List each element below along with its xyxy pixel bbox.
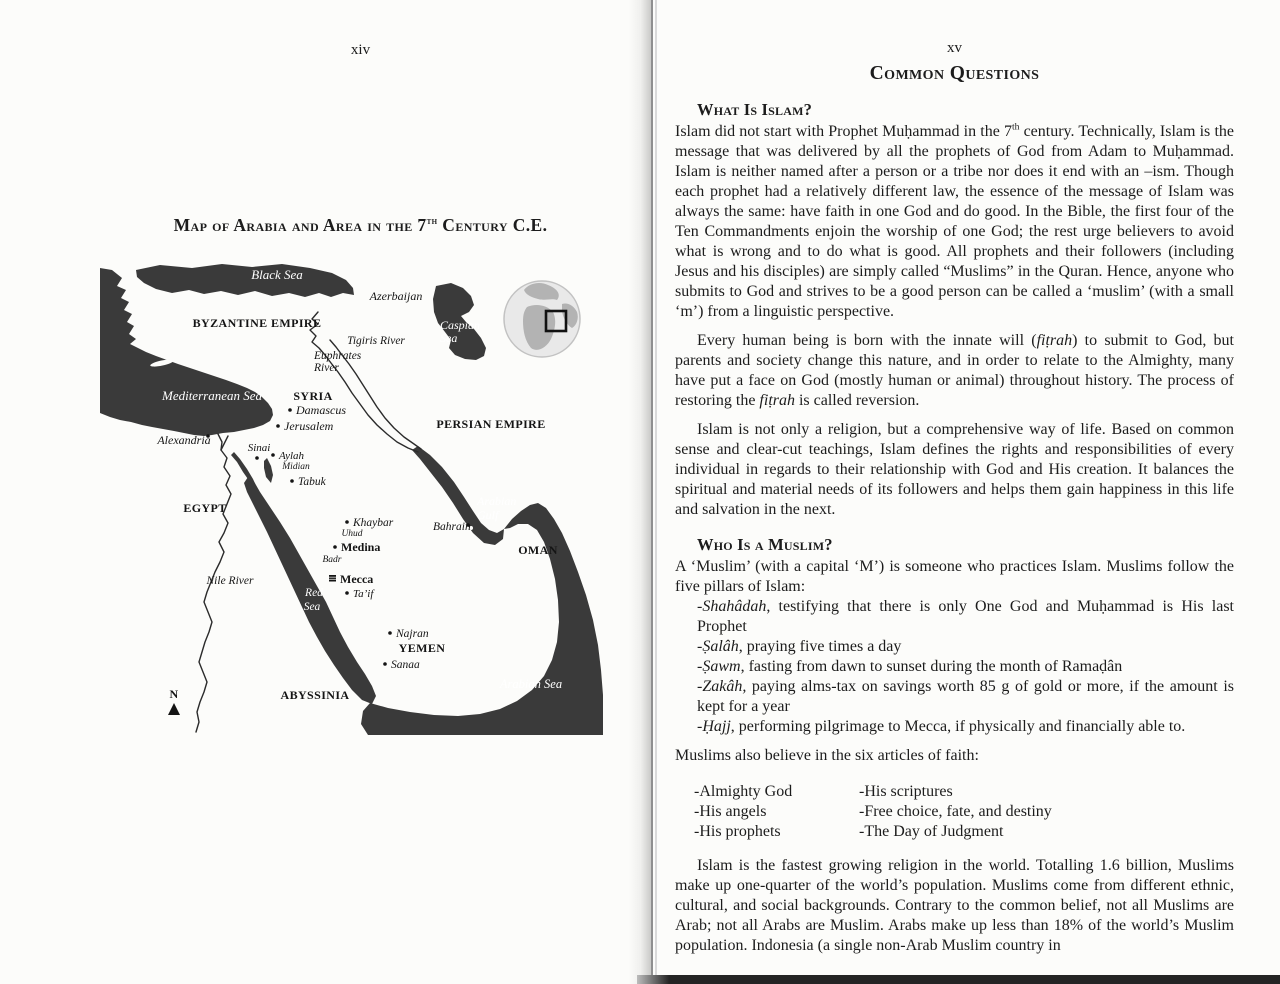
map-label-azerbaijan: Azerbaijan: [369, 289, 423, 303]
map-city-dot: [383, 662, 387, 666]
mecca-kaaba-icon-line: [329, 579, 336, 580]
map-label-mediterranean-sea: Mediterranean Sea: [161, 388, 263, 403]
page-edge-bottom: [637, 975, 1280, 984]
compass-north-icon: [168, 703, 180, 715]
map-label-sanaa: Sanaa: [391, 659, 420, 671]
mecca-kaaba-icon: [329, 575, 336, 582]
paragraph-islam-origin: Islam did not start with Prophet Muḥammad in the 7th century. Technically, Islam is the message that was delivered by all the prophets of God from Adam to Muḥammad. Islam is neither named after a person or a tribe nor does it end with an –ism. Though each prophet had a relatively different law, the essence of the message of Islam was always the same: have faith in one God and do good. In the Bible, the first four of the Ten Commandments enjoin the worship of one God; the rest urge believers to avoid what is wrong and to do what is good. All prophets and their followers (including Jesus and his disciples) are simply called “Muslims” in the Quran. Hence, anyone who submits to God and strives to be a good person can be called a ‘muslim’ (with a small ‘m’) from a linguistic perspective.: [675, 121, 1234, 320]
map-city-dot: [290, 479, 294, 483]
chapter-title: Common Questions: [869, 63, 1040, 84]
paragraph-fastest-growing: Islam is the fastest growing religion in the world. Totalling 1.6 billion, Muslims make up one-quarter of the world’s population. Muslims come from different ethnic, cultural, and social backgrounds. Contrary to the common belief, not all Muslims are Arab; not all Arabs are Muslim. Arabs make up less than 18% of the world’s Muslim population. Indonesia (a single non-Arab Muslim country in: [675, 857, 1234, 954]
map-label-midian: Midian: [282, 462, 310, 472]
article-item: -His angels: [694, 803, 767, 820]
map-label-uhud: Uhud: [341, 529, 363, 539]
mediterranean-sea-shape: [100, 268, 273, 436]
map-label-gulf: Gulf: [477, 508, 499, 522]
map-label-syria: SYRIA: [293, 389, 333, 403]
map-label-n: N: [169, 687, 179, 701]
black-sea-shape: [136, 264, 354, 297]
articles-column-2: [859, 782, 1052, 842]
articles-column-1: [694, 782, 859, 842]
gutter-binding-line: [651, 0, 653, 984]
gutter-binding-line-light: [655, 0, 657, 984]
map-label-river: River: [314, 362, 339, 374]
map-label-tigiris-river: Tigiris River: [347, 335, 405, 347]
map-label-sea: Sea: [303, 601, 321, 613]
page-number-left: xiv: [350, 42, 371, 58]
map-city-dot: [333, 545, 337, 549]
map-label-euphrates: Euphrates: [314, 350, 362, 362]
map-city-dot: [345, 520, 349, 524]
articles-of-faith-intro: Muslims also believe in the six articles of faith:: [675, 747, 979, 764]
map-label-nile-river: Nile River: [206, 575, 254, 587]
map-label-jerusalem: Jerusalem: [284, 419, 334, 433]
map-label-ta-if: Ta’if: [353, 588, 374, 600]
right-page: [675, 40, 1234, 956]
gulf-of-aqaba-shape: [264, 458, 273, 483]
map-label-yemen: YEMEN: [398, 641, 446, 655]
paragraph-way-of-life: Islam is not only a religion, but a comprehensive way of life. Based on common sense and clear-cut teachings, Islam defines the rights and responsibilities of every individual in regards to their relationship with God and His creation. It balances the spiritual and material needs of its followers and helps them gain happiness in this life and salvation in the next.: [675, 421, 1234, 518]
map-label-najran: Najran: [396, 628, 429, 640]
map-label-sinai: Sinai: [247, 442, 271, 454]
pillars-list: [697, 597, 1234, 737]
map-city-dot: [255, 456, 259, 460]
map-label-egypt: EGYPT: [183, 501, 227, 515]
paragraph-five-pillars-intro: A ‘Muslim’ (with a capital ‘M’) is someone who practices Islam. Muslims follow the five pillars of Islam:: [675, 558, 1234, 595]
map-label-bahrain: Bahrain: [433, 521, 471, 533]
map-label-tabuk: Tabuk: [298, 476, 326, 488]
article-item: -Free choice, fate, and destiny: [859, 803, 1052, 820]
map-city-dot: [271, 453, 275, 457]
map-label-oman: OMAN: [518, 543, 558, 557]
pillar-sawm: -Ṣawm, fasting from dawn to sunset during the month of Ramaḍân: [697, 658, 1123, 675]
pillar-salah: -Ṣalâh, praying five times a day: [697, 638, 902, 655]
article-item: -Almighty God: [694, 783, 793, 800]
map-label-abyssinia: ABYSSINIA: [280, 688, 350, 702]
article-item: -His prophets: [694, 823, 781, 840]
map-label-arabian-sea: Arabian Sea: [499, 677, 563, 691]
arabia-map: [100, 262, 645, 735]
gulf-of-suez-shape: [231, 452, 257, 488]
map-label-mecca: Mecca: [340, 572, 374, 586]
map-city-dot: [388, 631, 392, 635]
map-title: Map of Arabia and Area in the 7th Century C.E.: [173, 215, 548, 235]
map-city-dot: [276, 424, 280, 428]
pillar-zakah: -Zakâh, paying alms-tax on savings worth 85 g of gold or more, if the amount is kept for a year: [697, 678, 1234, 715]
article-item: -The Day of Judgment: [859, 823, 1004, 840]
map-city-dot: [345, 591, 349, 595]
globe-inset-icon: [504, 281, 580, 357]
paragraph-fitrah: Every human being is born with the innate will (fiṭrah) to submit to God, but parents and society change this nature, and in order to relate to the Almighty, many have put a face on God (mostly human or animal) throughout history. The process of restoring the fiṭrah is called reversion.: [675, 332, 1234, 409]
page-number-right: xv: [947, 40, 962, 56]
article-item: -His scriptures: [859, 783, 953, 800]
mecca-kaaba-icon-line: [329, 577, 336, 578]
map-label-caspian: Caspian: [440, 318, 481, 332]
map-label-alexandria: Alexandria: [157, 433, 211, 447]
map-city-dot: [288, 408, 292, 412]
map-label-arabian: Arabian: [477, 494, 517, 508]
map-label-khaybar: Khaybar: [353, 517, 394, 529]
pillar-shahadah: -Shahâdah, testifying that there is only One God and Muḥammad is His last Prophet: [697, 598, 1234, 635]
map-label-sea: Sea: [440, 331, 458, 345]
map-label-red: Red: [305, 587, 323, 599]
map-label-badr: Badr: [322, 555, 342, 565]
map-label-damascus: Damascus: [296, 403, 346, 417]
gutter-shadow: [628, 0, 651, 984]
articles-of-faith-columns: [694, 782, 1234, 842]
island-cyprus: [246, 376, 258, 383]
section-heading-what-is-islam: What Is Islam?: [697, 100, 813, 119]
map-label-aylah: Aylah: [279, 450, 305, 462]
pillar-hajj: -Ḥajj, performing pilgrimage to Mecca, if physically and financially able to.: [697, 718, 1186, 735]
section-heading-who-is-a-muslim: Who Is a Muslim?: [697, 535, 833, 554]
map-label-persian-empire: PERSIAN EMPIRE: [436, 417, 546, 431]
map-label-medina: Medina: [341, 540, 381, 554]
map-label-black-sea: Black Sea: [251, 267, 303, 282]
map-label-byzantine-empire: BYZANTINE EMPIRE: [192, 316, 322, 330]
